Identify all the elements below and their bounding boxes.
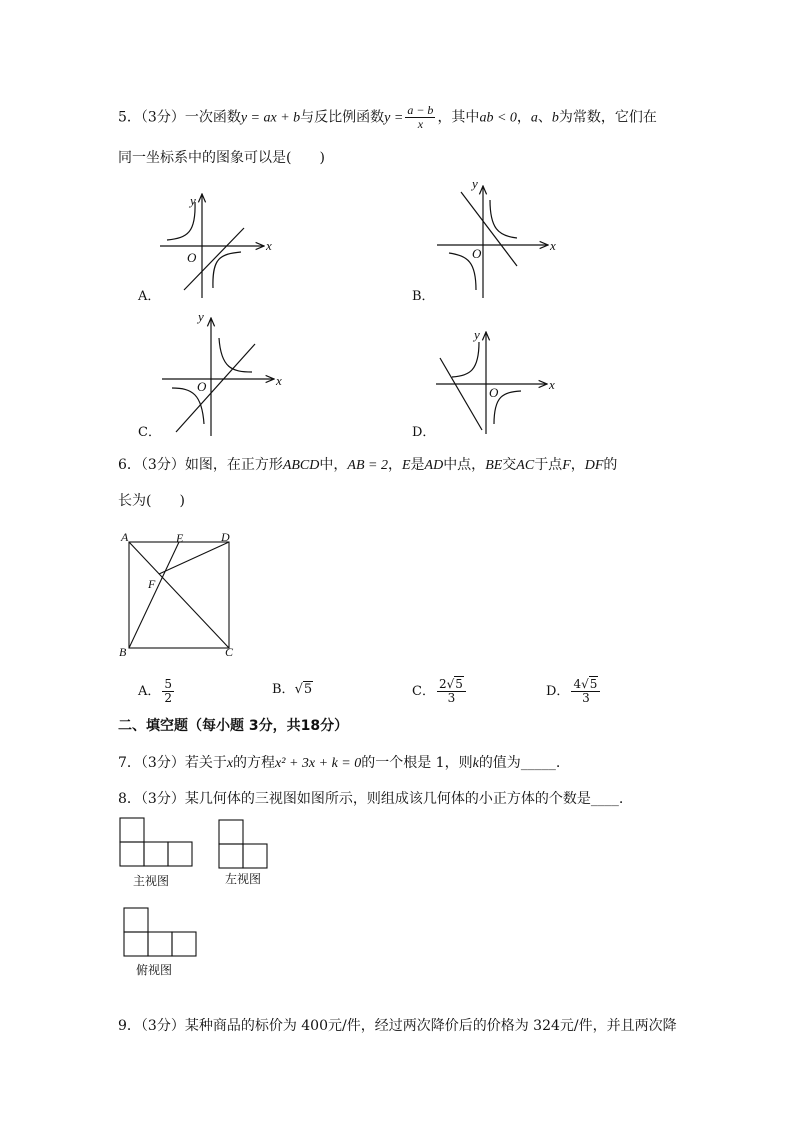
q6-text: 中点，: [443, 457, 486, 473]
q7-answer-blank[interactable]: _____: [520, 755, 556, 771]
q6-option-d-den: 3: [582, 691, 590, 705]
point-d: D: [221, 530, 230, 544]
q6-option-a[interactable]: [138, 678, 176, 705]
q6-text: ，: [387, 457, 402, 473]
graph-a-origin: O: [187, 250, 197, 265]
q5-var-a: a: [530, 110, 538, 126]
q8-answer-blank[interactable]: ____: [590, 791, 619, 807]
q5-inverse-lhs: y =: [384, 110, 404, 126]
q6-line1: [118, 455, 617, 476]
point-e: E: [176, 531, 184, 545]
q7-line: [118, 753, 560, 774]
top-view: [124, 908, 196, 956]
q7-text: 的值为: [478, 755, 521, 771]
q6-option-b-label: B．: [272, 682, 295, 697]
q6-df: DF: [584, 458, 604, 473]
q6-square: ABCD: [282, 458, 320, 473]
q6-ac: AC: [516, 458, 535, 473]
q6-number: 6．（3分）: [118, 457, 185, 473]
q6-square-figure: [115, 528, 255, 668]
q7-k: k: [472, 756, 479, 771]
graph-a: [160, 194, 264, 298]
q8-number: 8．（3分）: [118, 791, 185, 807]
q5-frac-den: x: [417, 117, 424, 131]
q6-f: F: [562, 458, 571, 473]
q6-option-c-frac: $\frac{2√5}{3}$: [437, 678, 466, 705]
q5-linear-expr: y = ax + b: [240, 110, 301, 126]
graph-d: [436, 332, 547, 434]
q5-text: ，其中: [437, 109, 480, 126]
q8-line: [118, 789, 623, 809]
q6-be: BE: [485, 458, 503, 473]
q7-text: 的方程: [233, 755, 276, 771]
point-b: B: [119, 645, 127, 659]
q8-text: 某几何体的三视图如图所示，则组成该几何体的小正方体的个数是: [184, 791, 591, 807]
front-view: [120, 818, 192, 866]
q6-option-d-coef: 4: [573, 677, 582, 691]
front-view-label: 主视图: [133, 874, 170, 888]
q6-option-d-frac: $\frac{4√5}{3}$: [571, 678, 600, 705]
q5-line2: 同一坐标系中的图象可以是( ): [118, 150, 325, 166]
q6-line2: 长为( ): [118, 493, 185, 509]
graph-d-y-label: y: [474, 327, 480, 342]
graph-b-x-label: x: [550, 238, 556, 253]
q7-end: .: [555, 755, 561, 771]
q8-end: .: [618, 791, 624, 807]
graph-b: [437, 186, 548, 298]
q6-option-a-label: A．: [138, 684, 161, 699]
q7-number: 7．（3分）: [118, 755, 185, 771]
left-view-label: 左视图: [225, 872, 262, 886]
q5-text: 、: [537, 109, 552, 126]
q7-equation: x² + 3x + k = 0: [275, 756, 362, 771]
q6-text: 如图，在正方形: [184, 457, 283, 473]
q7-var: x: [226, 756, 234, 771]
q5-condition: ab < 0: [479, 110, 517, 126]
q6-option-d[interactable]: [546, 678, 602, 705]
graph-c: [162, 318, 274, 436]
graph-b-origin: O: [472, 246, 482, 261]
q5-option-a[interactable]: A．: [138, 289, 161, 304]
q6-option-d-radicand: 5: [589, 677, 598, 691]
q6-text: 是: [410, 457, 425, 473]
q5-option-b[interactable]: B．: [412, 289, 435, 304]
graph-b-y-label: y: [472, 176, 478, 191]
q7-text: 的一个根是 1，则: [361, 755, 473, 771]
q5-number: 5．（3分）: [118, 109, 185, 126]
q6-option-c[interactable]: [412, 678, 468, 705]
q9-number: 9．（3分）: [118, 1018, 185, 1034]
q5-var-b: b: [551, 110, 559, 126]
q6-option-a-den: 2: [164, 691, 173, 705]
graph-a-x-label: x: [266, 238, 272, 253]
q5-frac-num: a − b: [407, 103, 434, 117]
q6-option-c-label: C．: [412, 684, 435, 699]
q5-text: 与反比例函数: [300, 109, 385, 126]
q6-text: ，: [570, 457, 585, 473]
q6-text: 中，: [319, 457, 348, 473]
q6-option-a-num: 5: [164, 677, 173, 691]
q6-e: E: [401, 458, 411, 473]
point-a: A: [121, 530, 129, 544]
q9-line: [118, 1016, 677, 1036]
graph-c-y-label: y: [198, 309, 204, 324]
q5-option-c[interactable]: C．: [138, 425, 161, 440]
q6-text: 交: [502, 457, 517, 473]
q6-ad: AD: [424, 458, 444, 473]
graph-d-origin: O: [489, 385, 499, 400]
top-view-label: 俯视图: [136, 963, 173, 977]
q9-text: 某种商品的标价为 400元/件，经过两次降价后的价格为 324元/件，并且两次降: [184, 1018, 677, 1034]
q6-option-b-radicand: 5: [303, 682, 313, 697]
graph-d-x-label: x: [549, 377, 555, 392]
q6-option-d-label: D．: [546, 684, 570, 699]
point-c: C: [225, 645, 234, 659]
graph-c-origin: O: [197, 379, 207, 394]
point-f: F: [148, 577, 156, 591]
q7-text: 若关于: [184, 755, 227, 771]
q6-option-c-radicand: 5: [455, 677, 463, 691]
section-title: 二、填空题（每小题 3分，共18分）: [118, 718, 349, 734]
graph-a-y-label: y: [190, 193, 196, 208]
q6-option-c-den: 3: [447, 691, 456, 705]
q6-option-b[interactable]: B．√5: [272, 682, 313, 697]
q6-text: 的: [603, 457, 618, 473]
q5-option-d[interactable]: D．: [412, 425, 436, 440]
q6-ab: AB = 2: [347, 458, 388, 473]
q5-text: 为常数，它们在: [558, 109, 657, 126]
q6-option-a-frac: [162, 678, 174, 705]
left-view: [219, 820, 267, 868]
graph-c-x-label: x: [276, 373, 282, 388]
q6-option-c-coef: 2: [438, 677, 447, 691]
q8-views: [110, 810, 310, 980]
q5-text: 一次函数: [184, 109, 241, 126]
q6-text: 于点: [534, 457, 563, 473]
q5-text: ，: [516, 109, 531, 126]
